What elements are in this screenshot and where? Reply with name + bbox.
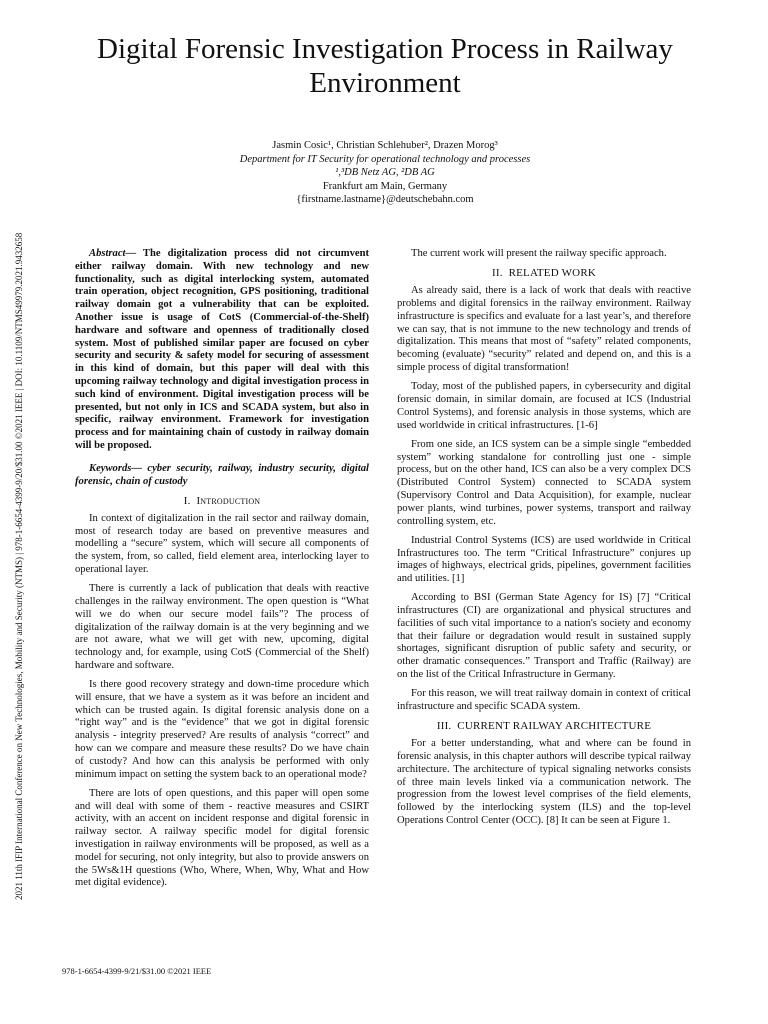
paper-title: Digital Forensic Investigation Process in Railway Environment: [97, 33, 673, 99]
page-footer: 978-1-6654-4399-9/21/$31.00 ©2021 IEEE: [62, 966, 212, 976]
paragraph: From one side, an ICS system can be a simple single “embedded system” working standalone for controlling just one - simple process, but on the other hand, ICS can also be a very complex DCS (Distributed Control System) connected to SCADA system (Supervisory Control and Data Acquisition), for example, nuclear power plants, wind turbines, power systems, transport and railway controlling system, etc.: [397, 438, 691, 527]
sidebar-doi-text: 2021 11th IFIP International Conference on New Technologies, Mobility and Security (NTMS) | 978-1-6654-4399-9/20/$31.00 ©2021 IEEE | DOI: 10.1109/NTMS49979.2021.9432658: [14, 232, 24, 900]
section-heading-introduction: [75, 495, 369, 508]
paragraph: As already said, there is a lack of work that deals with reactive problems and digital forensics in the railway environment. Railway infrastructure is specifics and evaluate for a last year’s, and therefore we can say, that is not immune to the new technology and trends of digitalization. This means that most of “safety” related components, becoming (evaluate) “security” related and depend on, and this is a simple process of digital transformation!: [397, 285, 691, 373]
paragraph: Today, most of the published papers, in cybersecurity and digital forensic domain, in similar domain, are focused at ICS (Industrial Control Systems), and forensic analysis in those systems, which are used worldwide in critical infrastructures. [1-6]: [397, 381, 691, 431]
author-email: {firstname.lastname}@deutschebahn.com: [296, 194, 474, 205]
abstract-lead: Abstract—: [89, 248, 137, 259]
author-names: Jasmin Cosic¹, Christian Schlehuber², Drazen Morog³: [272, 140, 498, 151]
author-location: Frankfurt am Main, Germany: [322, 180, 448, 192]
abstract-text: The digitalization process did not circumvent either railway domain. With new technology and new functionality, such as digital interlocking system, automated train operation, object recognition, GPS positioning, traditional railway domain got a vulnerability that can be exploited. Another issue is usage of CotS (Commercial-of-the-Shelf) hardware and software and openness of traditionally closed system. Most of published similar paper are focused on cyber security and security & safety model for securing of assessment in this kind of domain, but this paper will deal with this upcoming railway technology and digital investigation process in such kind of environment. Digital investigation process will be presented, but not only in ICS and SCADA system, but also in specific, railway environment. Framework for investigation process and for maintaining chain of custody in railway domain will be proposed.: [75, 248, 369, 451]
conference-sidebar: [13, 232, 25, 912]
section-title: Introduction: [196, 494, 261, 507]
paragraph: In context of digitalization in the rail sector and railway domain, most of research today are based on preventive measures and modelling a “secure” system, which will secure all components of the system, from, so called, field element area, interlocking layer to operational layer.: [75, 512, 369, 575]
section-heading-architecture: [397, 720, 691, 733]
author-affiliation: ¹,³DB Netz AG, ²DB AG: [335, 167, 435, 178]
section-number: III.: [436, 720, 452, 733]
paragraph: For a better understanding, what and where can be found in forensic analysis, in this chapter authors will describe typical railway architecture. The architecture of typical signaling networks consists of three main levels linked via a communication network. The progression from the lowest level comprises of the field elements, followed by the interlocking system (ILS) and the top-level Operations Control Center (OCC). [8] It can be seen at Figure 1.: [397, 738, 691, 827]
section-heading-related-work: [397, 267, 691, 280]
paragraph: There are lots of open questions, and this paper will open some and will deal with some of them - reactive measures and CSIRT activity, with an accent on incident response and digital forensic in railway sector. A railway specific model for digital forensic investigation in railway environments will be proposed, as well as a model for securing, not only integrity, but also to provide answers on the 5Ws&1H questions (Who, Where, When, Why, What and How met digital evidence).: [75, 787, 369, 889]
paragraph: There is currently a lack of publication that deals with reactive challenges in the railway environment. The open question is “What will we do when our secure model fails”? The process of digitalization of the railway domain is at the very beginning and we are not aware, what we will get with new, upcoming, digital technology and, for example, using CotS (Commercial of the Shelf) hardware and software.: [75, 583, 369, 671]
keywords-text: cyber security, railway, industry security, digital forensic, chain of custody: [75, 462, 369, 487]
section-title: RELATED WORK: [508, 267, 597, 280]
section-title: CURRENT RAILWAY ARCHITECTURE: [457, 720, 652, 733]
right-column: [397, 248, 691, 834]
author-block: [150, 139, 620, 207]
abstract: [75, 248, 369, 453]
section-number: II.: [491, 267, 503, 280]
paragraph: Industrial Control Systems (ICS) are used worldwide in Critical Infrastructures too. The term “Critical Infrastructure” conjures up images of highways, electrical grids, pipelines, government facilities and utilities. [1]: [397, 534, 691, 585]
keywords-lead: Keywords—: [89, 462, 142, 474]
author-department: Department for IT Security for operational technology and processes: [239, 153, 531, 165]
left-column: [75, 248, 369, 897]
paragraph: For this reason, we will treat railway domain in context of critical infrastructure and specific SCADA system.: [397, 688, 691, 713]
section-number: I.: [183, 494, 191, 507]
keywords: [75, 463, 369, 489]
paragraph: The current work will present the railway specific approach.: [411, 248, 667, 259]
paragraph: According to BSI (German State Agency for IS) [7] “Critical infrastructures (CI) are organizational and physical structures and facilities of such vital importance to a nation's society and economy that their failure or degradation would result in sustained supply shortages, significant disruption of public safety and security, or other dramatic consequences.” Transport and Traffic (Railway) are on the list of the Critical Infrastructure in Germany.: [397, 592, 691, 681]
paragraph: Is there good recovery strategy and down-time procedure which will ensure, that we have a system as it was before an incident and which can be trusted again. Is digital forensic analysis done on a “right way” and is the “evidence” that we got in digital forensic analysis - integrity preserved? Are results of analysis “correct” and how can we compare and measure these results? Do we have chain of custody? And how can this analysis be performed with only minimum impact on setting the system back to an operational mode?: [75, 679, 369, 780]
